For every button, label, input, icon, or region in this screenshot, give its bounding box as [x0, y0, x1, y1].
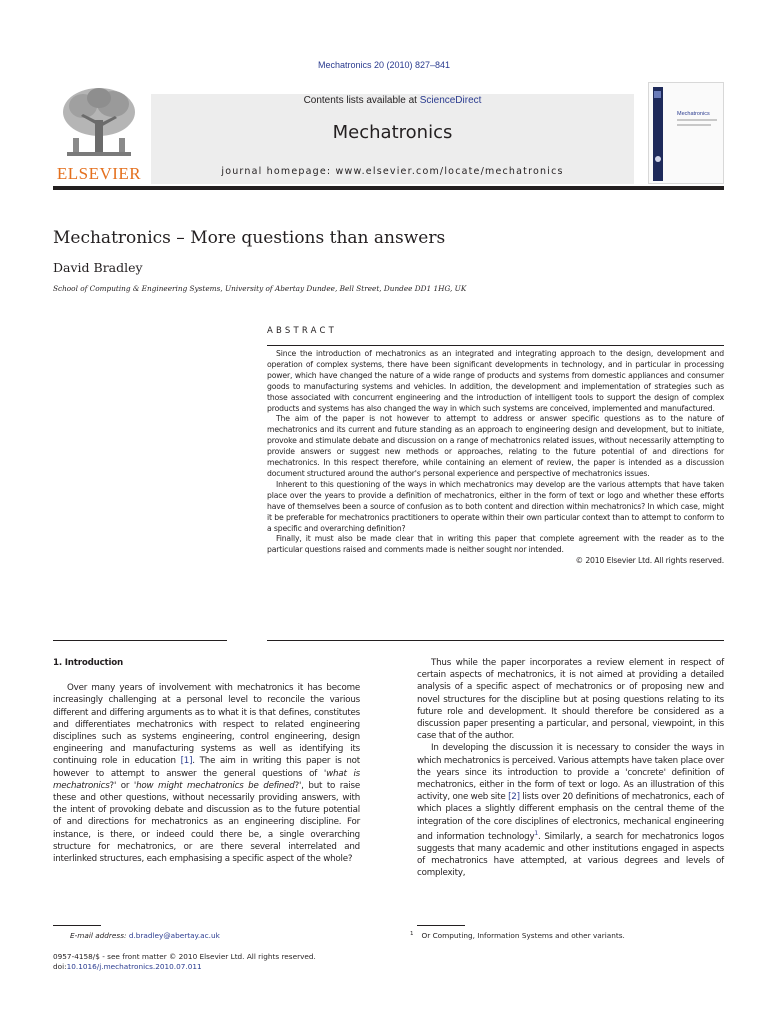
body-paragraph: Thus while the paper incorporates a review element in respect of certain aspects of mechatronics, it is not aimed at providing a detailed analysis of a specific aspect of mechatronics or of proposing new and novel structures for the discipline but at posing questions relating to its future role and development. It should therefore be considered as a discussion paper presenting a particular, and personal, viewpoint, in this case that of the author.: [417, 658, 724, 742]
doi-prefix: doi:: [53, 962, 67, 971]
question-text: what is mechatronics: [53, 768, 360, 791]
email-link[interactable]: d.bradley@abertay.ac.uk: [128, 931, 220, 940]
journal-cover-thumbnail[interactable]: [648, 82, 724, 184]
footnote-rule-right: [417, 925, 465, 926]
body-text: ?' or ': [109, 780, 137, 791]
question-text: how might mechatronics be defined: [136, 780, 295, 791]
body-text: In developing the discussion it is necessary to consider the ways in which mechatronics is perceived. Various attempts have taken place over the years since its introduction to provide a 'concrete' definition of mechatronics, either in the form of text or logo. As an illustration of this activity, one web site: [417, 743, 724, 803]
body-text: . The aim in writing this paper is not however to attempt to answer the general questions of ': [53, 756, 360, 779]
body-text: ?', but to raise these and other questions, without necessarily providing answers, with the intent of provoking debate and discussion as to the future potential of and directions for mechatronics as an engineering discipline. For instance, is there, or indeed could there be, a single overarching structure for mechatronics, or are there several interrelated and interlinked structures, each emphasising a specific aspect of the whole?: [53, 780, 360, 865]
email-footnote: [70, 931, 220, 940]
front-matter: [53, 952, 316, 972]
abstract-copyright: © 2010 Elsevier Ltd. All rights reserved.: [575, 556, 724, 566]
body-text: . Similarly, a search for mechatronics logos suggests that many academic and other institutions engaged in aspects of mechatronics have attempted, at various degrees and levels of complexity,: [417, 831, 724, 879]
body-text: Over many years of involvement with mechatronics it has become increasingly challenging at a personal level to reconcile the various different and differing arguments as to what it is that defines, constitutes and differentiates mechatronics with respect to related engineering disciplines such as systems engineering, control engineering, design engineering and manufacturing systems as well as identifying its continuing role in education: [53, 683, 360, 767]
body-text: lists over 20 definitions of mechatronics, each of which places a slightly different emphasis on the central theme of the integration of the core disciplines of electronics, mechanical engineering and information technology: [417, 792, 725, 842]
issn-line: 0957-4158/$ - see front matter © 2010 Elsevier Ltd. All rights reserved.: [53, 952, 316, 961]
article-author: David Bradley: [53, 260, 143, 275]
body-column-right: [417, 657, 724, 880]
abstract-paragraph: The aim of the paper is not however to attempt to address or answer specific questions as to the nature of mechatronics and its current and future standing as an approach to engineering design and development, but to initiate, provoke and stimulate debate and discussion on a range of mechatronics related issues, without necessarily attempting to provide answers or suggest new methods or approaches, relating to the future potential of and directions for mechatronics. In this respect therefore, while containing an element of review, the paper is intended as a discussion document structured around the author's personal experience and perspective of mechatronics issues.: [267, 414, 724, 478]
email-label: E-mail address:: [70, 931, 127, 940]
contents-line: [151, 95, 634, 106]
journal-citation[interactable]: Mechatronics 20 (2010) 827–841: [317, 60, 451, 70]
abstract-heading: ABSTRACT: [267, 326, 338, 336]
contents-prefix: Contents lists available at: [303, 95, 420, 106]
body-paragraph: [53, 682, 360, 865]
journal-masthead: [53, 82, 724, 190]
publisher-wordmark: ELSEVIER: [56, 164, 142, 183]
reference-link[interactable]: [1]: [180, 756, 193, 767]
footnote-mark[interactable]: 1: [534, 829, 539, 837]
journal-homepage-link[interactable]: journal homepage: www.elsevier.com/locate/mechatronics: [221, 166, 564, 177]
abstract-rule-bottom: [267, 640, 724, 641]
section-heading: 1. Introduction: [53, 658, 124, 668]
reference-link[interactable]: [2]: [508, 792, 520, 803]
footnote-1: [410, 931, 625, 940]
abstract-rule-top: [267, 345, 724, 346]
abstract-paragraph: Since the introduction of mechatronics as an integrated and integrating approach to the design, development and operation of complex systems, there have been significant developments in technology, and in particular in processing power, which have changed the nature of a wide range of products and systems from domestic appliances and consumer goods to manufacturing systems and vehicles. In addition, the development and implementation of strategies such as those associated with concurrent engineering and the introduction of intelligent tools to support the design of complex products and systems has also changed the way in which such systems are conceived, implemented and manufactured.: [267, 349, 724, 413]
journal-info-band: [151, 94, 634, 184]
footnote-text: Or Computing, Information Systems and other variants.: [421, 931, 625, 940]
abstract-body: [267, 349, 724, 567]
body-column-left: [53, 657, 360, 865]
article-title: Mechatronics – More questions than answers: [53, 228, 446, 248]
doi-link[interactable]: 10.1016/j.mechatronics.2010.07.011: [66, 962, 202, 971]
masthead-rule: [53, 186, 724, 190]
abstract-paragraph: Finally, it must also be made clear that in writing this paper that complete agreement with the reader as to the particular questions raised and comments made is neither sought nor intended.: [267, 534, 724, 555]
doi-line: [53, 962, 316, 972]
info-rule: [53, 640, 227, 641]
footnote-number: 1: [410, 931, 414, 937]
journal-name: Mechatronics: [332, 122, 453, 143]
body-paragraph: [417, 742, 724, 879]
abstract-paragraph: Inherent to this questioning of the ways in which mechatronics may develop are the various attempts that have taken place over the years to provide a definition of mechatronics, either in the form of text or logo and whether these efforts have of themselves been a source of confusion as to both content and direction within mechatronics? In which case, might it be preferable for mechatronics practitioners to operate within their own particular context than to attempt to conform to a specific and overarching definition?: [267, 479, 724, 533]
cover-title: Mechatronics: [677, 111, 710, 117]
footnote-rule-left: [53, 925, 101, 926]
author-affiliation: School of Computing & Engineering Systems, University of Abertay Dundee, Bell Street, Dundee DD1 1HG, UK: [53, 284, 467, 293]
sciencedirect-link[interactable]: ScienceDirect: [419, 95, 482, 106]
